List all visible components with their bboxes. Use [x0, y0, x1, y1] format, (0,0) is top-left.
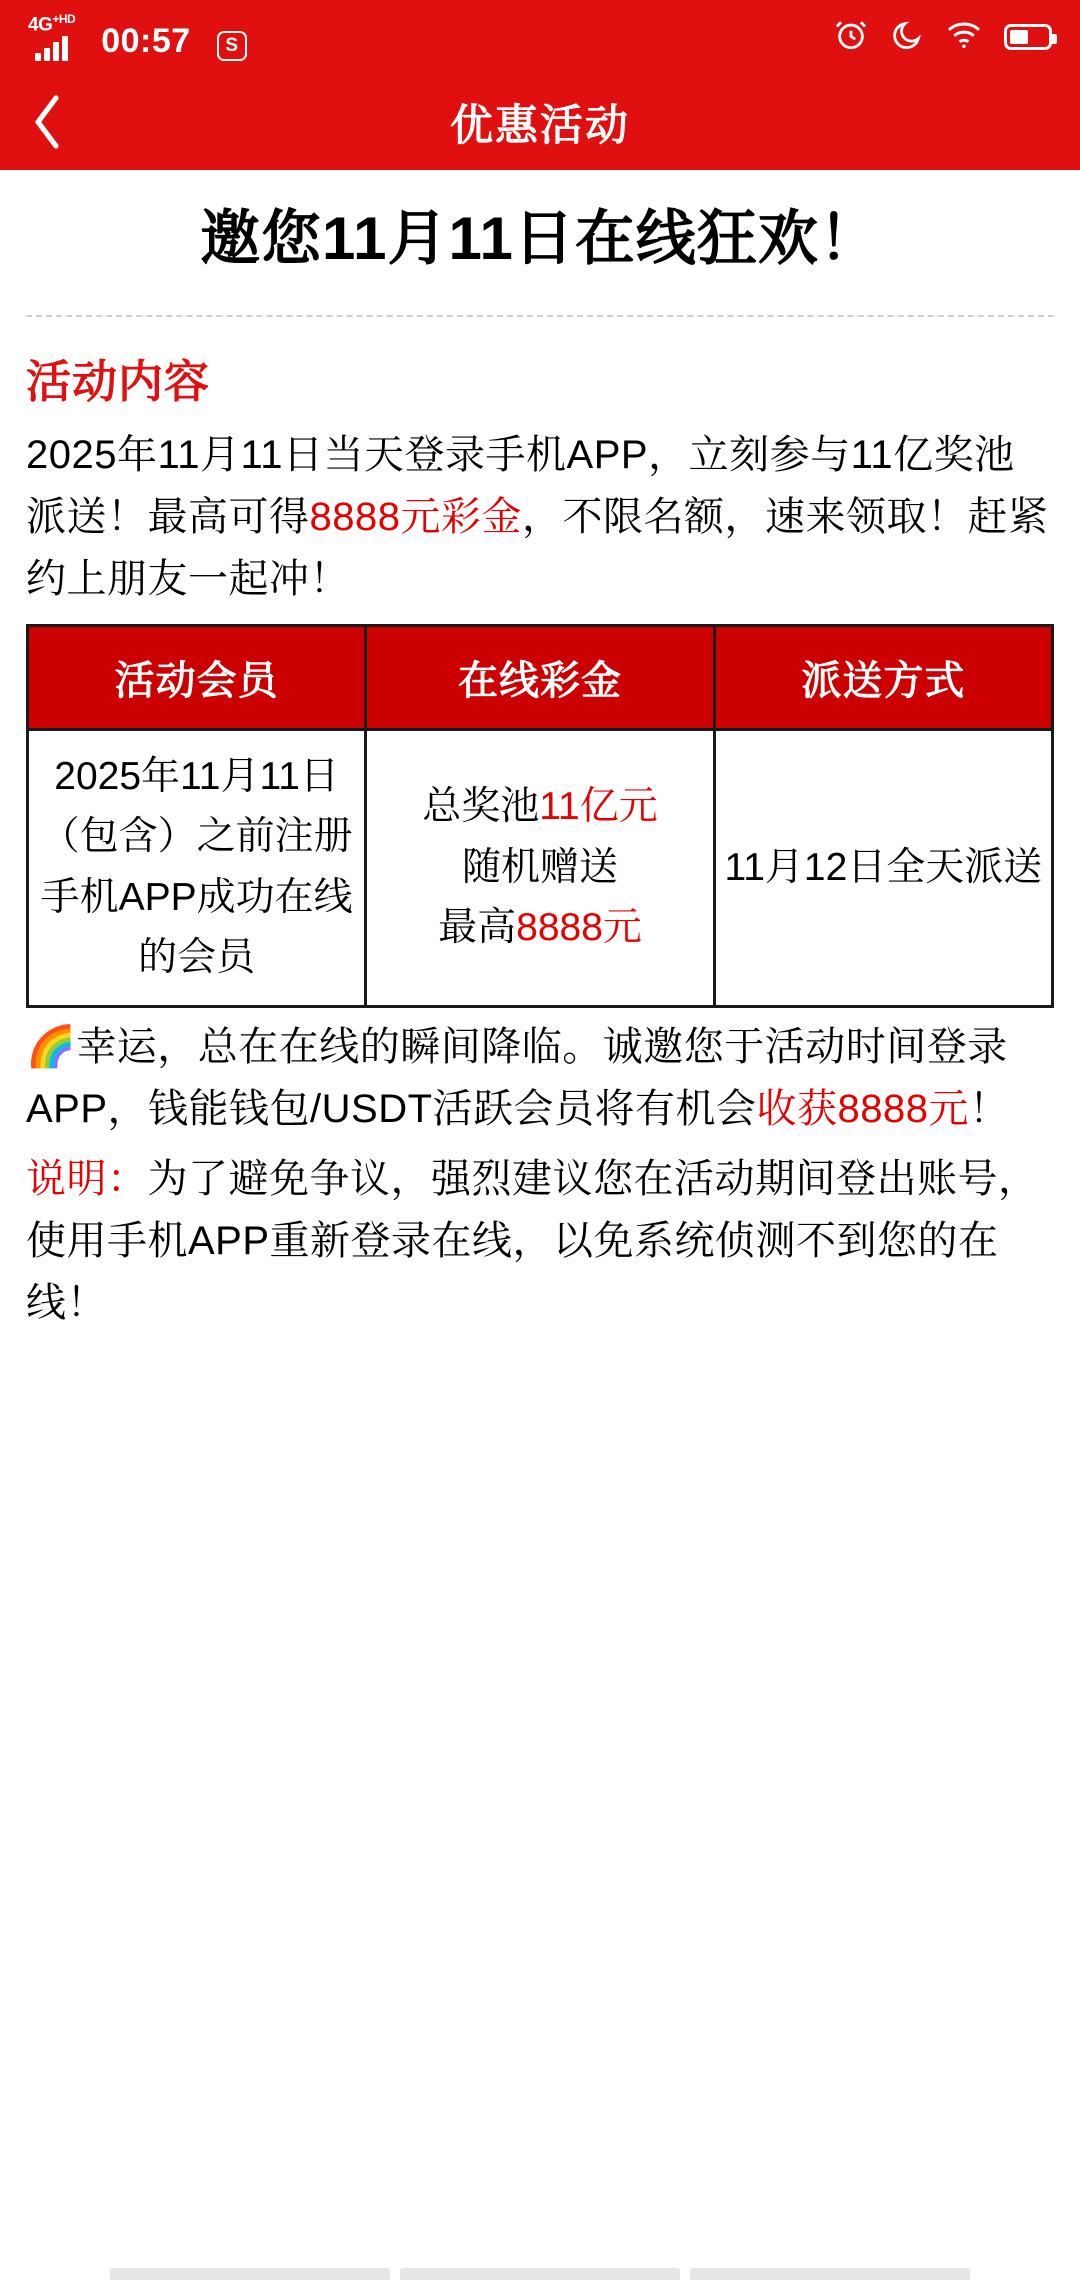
chevron-left-icon — [30, 92, 66, 152]
footer-note-text: 为了避免争议，强烈建议您在活动期间登出账号，使用手机APP重新登录在线，以免系统侦测不到您的在线！ — [26, 1156, 1039, 1325]
footer-text-b: ！ — [969, 1086, 1010, 1131]
network-suffix-text: +HD — [52, 12, 76, 27]
cell-bonus-label3: 最高 — [438, 906, 517, 950]
table-header-bonus: 在线彩金 — [366, 626, 715, 730]
status-bar — [0, 0, 1080, 74]
section-title-activity: 活动内容 — [26, 356, 211, 407]
cell-member: 2025年11月11日（包含）之前注册手机APP成功在线的会员 — [28, 730, 366, 1007]
promo-headline: 邀您11月11日在线狂欢！ — [200, 205, 880, 272]
footer-note-label: 说明： — [26, 1156, 148, 1201]
alarm-icon — [834, 18, 868, 57]
footer-note — [26, 1148, 1054, 1334]
activity-description-highlight: 8888元彩金 — [309, 495, 522, 539]
page-title: 优惠活动 — [450, 101, 630, 150]
cell-delivery: 11月12日全天派送 — [714, 730, 1052, 1007]
promo-table — [26, 624, 1054, 1008]
back-button[interactable] — [0, 74, 96, 170]
table-row — [28, 730, 1053, 1007]
cell-bonus-value1: 11亿元 — [539, 785, 658, 829]
table-header-member: 活动会员 — [28, 626, 366, 730]
cell-bonus-label2: 随机赠送 — [461, 845, 618, 889]
bottom-nav-item[interactable] — [690, 2268, 970, 2280]
battery-icon — [1004, 24, 1052, 50]
status-bar-left — [28, 13, 247, 60]
cell-bonus-value2: 8888元 — [516, 906, 642, 950]
footer-text-highlight: 收获8888元 — [756, 1086, 970, 1131]
status-bar-right — [834, 18, 1052, 57]
bottom-nav-stub — [0, 2264, 1080, 2280]
clock-text: 00:57 — [101, 21, 191, 60]
table-header-row — [28, 626, 1053, 730]
table-header-delivery: 派送方式 — [714, 626, 1052, 730]
moon-icon — [890, 18, 924, 57]
rainbow-icon: 🌈 — [26, 1024, 77, 1069]
signal-bars-icon — [35, 35, 68, 61]
network-type-text: 4G — [28, 14, 53, 36]
app-badge-icon: S — [217, 31, 247, 61]
activity-description-part2: ，不限名额，速来领取！赶紧约上朋友一起冲！ — [26, 495, 1049, 601]
cell-bonus — [366, 730, 715, 1007]
network-type-label — [28, 13, 75, 60]
promo-content — [0, 170, 1080, 1334]
cell-bonus-label1: 总奖池 — [422, 785, 540, 829]
bottom-nav-item[interactable] — [400, 2268, 680, 2280]
nav-bar — [0, 74, 1080, 170]
wifi-icon — [946, 20, 982, 55]
activity-description — [26, 424, 1054, 610]
footer-paragraph-1 — [26, 1016, 1054, 1140]
bottom-nav-item[interactable] — [110, 2268, 390, 2280]
divider — [26, 315, 1054, 317]
activity-description-part1: 2025年11月11日当天登录手机APP，立刻参与11亿奖池派送！最高可得 — [26, 433, 1015, 539]
footer-text-a: 幸运，总在在线的瞬间降临。诚邀您于活动时间登录APP，钱能钱包/USDT活跃会员将有机会 — [26, 1024, 1008, 1131]
